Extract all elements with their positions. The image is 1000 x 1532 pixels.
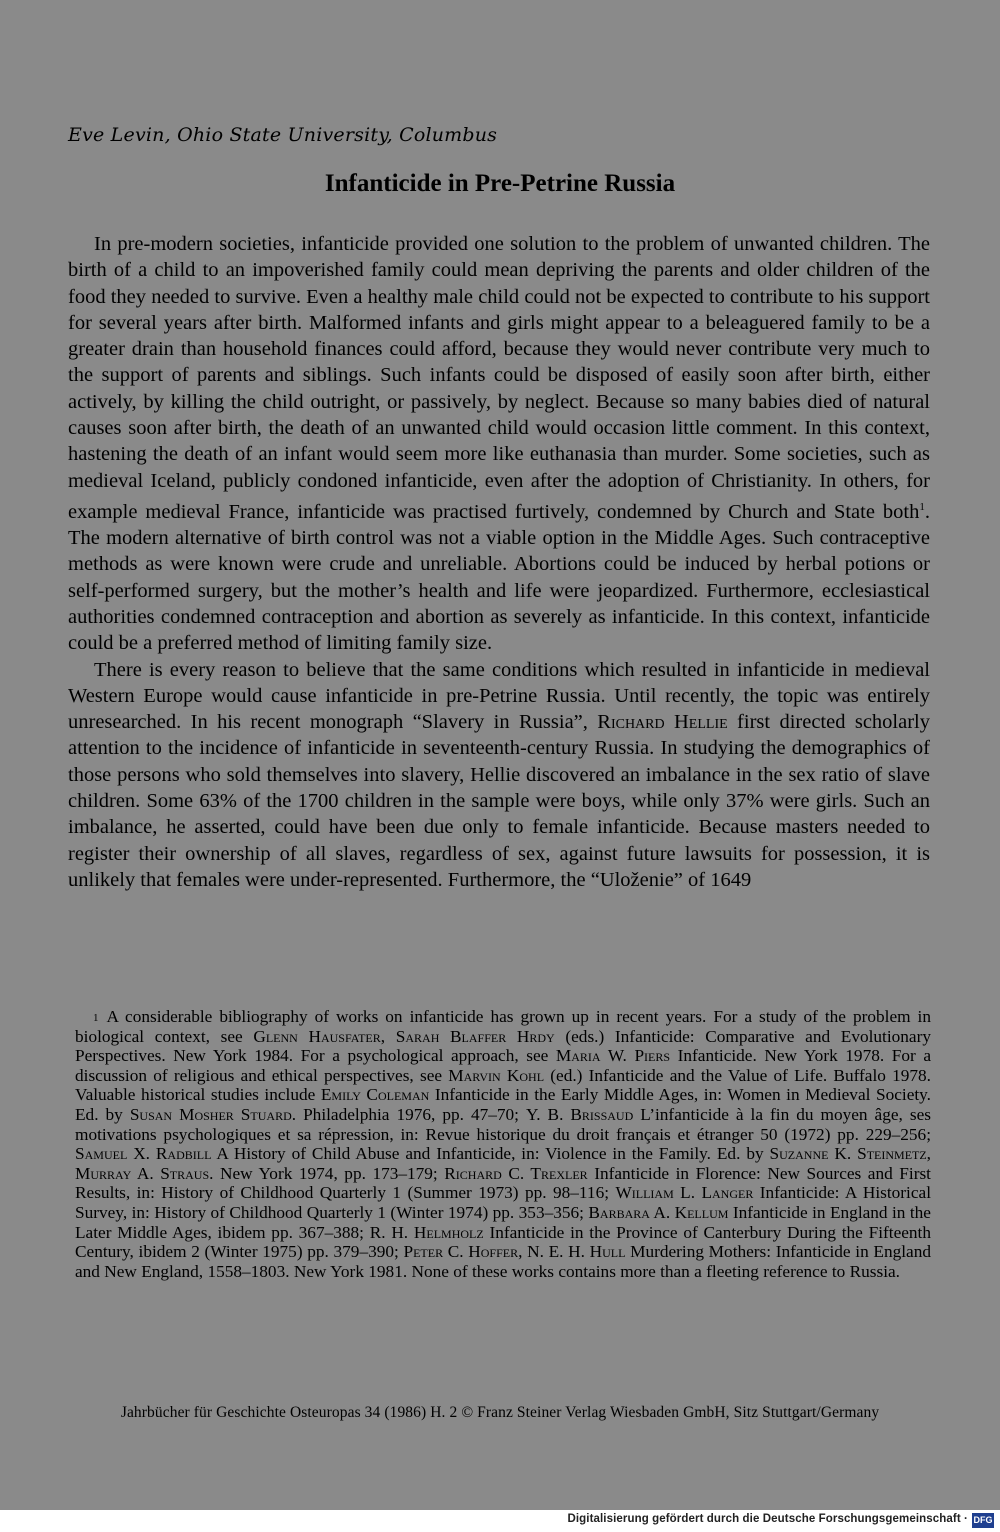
footnote-cited-author: Richard C. Trexler (444, 1163, 588, 1183)
footnote-cited-author: Emily Coleman (320, 1085, 430, 1105)
footnote-cited-author: Barbara A. Kellum (588, 1202, 729, 1222)
paragraph-1 (68, 231, 930, 657)
footnote-cited-author: Samuel X. Radbill (75, 1144, 212, 1164)
footnote-segment: Infanticide. New York 1978. For a discussion of religious and ethical perspectives, see (75, 1046, 931, 1085)
footnote-cited-author: Marvin Kohl (448, 1065, 545, 1085)
article-title: Infanticide in Pre-Petrine Russia (324, 170, 676, 197)
footnote-segment: . Philadelphia 1976, pp. 47–70; (291, 1104, 526, 1124)
footnote-cited-author: Susan Mosher Stuard (129, 1104, 292, 1124)
footnote-segment: A considerable bibliography of works on infanticide has grown up in recent years. For a study of the problem in biological context, see (75, 1007, 931, 1046)
author-line: Eve Levin, Ohio State University, Columbus (68, 124, 498, 146)
footnote-segment: Infanticide: A Historical Survey, in: History of Childhood Quarterly 1 (Winter 1974) pp. 353–356; (75, 1183, 931, 1222)
digitization-banner (0, 1510, 1000, 1532)
paragraph-2-author-name: Richard Hellie (597, 711, 728, 734)
paragraph-2 (68, 657, 930, 894)
footnote-cited-author: Y. B. Brissaud (525, 1104, 634, 1124)
paragraph-2-text-a: There is every reason to believe that the same conditions which resulted in infanticide in medieval Western Europe would cause infanticide in pre-Petrine Russia. Until recently, the topic was entirely unresearched. In his recent monograph “Slavery in Russia”, (68, 658, 930, 734)
footnote-segment: L’infanticide à la fin du moyen âge, ses motivations psychologiques et sa répression, in: Revue historique du droit français et étranger 50 (1972) pp. 229–256; (75, 1104, 931, 1144)
footnote-segment: (eds.) Infanticide: Comparative and Evolutionary Perspectives. New York 1984. For a psychological approach, see (75, 1026, 931, 1066)
footnote-segment: Murdering Mothers: Infanticide in England and New England, 1558–1803. New York 1981. None of these works contains more than a fleeting reference to Russia. (75, 1242, 931, 1281)
footnote-1 (75, 1007, 931, 1281)
footnote-reference[interactable]: 1 (919, 500, 925, 513)
footnote-text (75, 1007, 931, 1281)
paragraph-2-text-b: first directed scholarly attention to the incidence of infanticide in seventeenth-century Russia. In studying the demographics of those persons who sold themselves into slavery, Hellie discovered an imbalance in the sex ratio of slave children. Some 63% of the 1700 children in the sample were boys, while only 37% were girls. Such an imbalance, he asserted, could have been due only to female infanticide. Because masters needed to register their ownership of all slaves, regardless of sex, against future lawsuits for possession, it is unlikely that females were under-represented. Furthermore, the “Uloženie” of 1649 (68, 711, 930, 891)
footnote-segment: . New York 1974, pp. 173–179; (209, 1163, 445, 1183)
footnote-segment: Infanticide in the Province of Canterbury During the Fifteenth Century, ibidem 2 (Winter 1975) pp. 379–390; (75, 1222, 931, 1262)
footnote-cited-author: William L. Langer (615, 1183, 754, 1203)
footnote-segment: Infanticide in Florence: New Sources and First Results, in: History of Childhood Quarterly 1 (Summer 1973) pp. 98–116; (75, 1163, 931, 1203)
footnote-cited-author: R. H. Helmholz (369, 1222, 484, 1242)
footnote-cited-author: Maria W. Piers (555, 1046, 671, 1066)
footnote-segment: (ed.) Infanticide and the Value of Life. Buffalo 1978. Valuable historical studies include (75, 1065, 932, 1105)
paragraph-1-rest: . The modern alternative of birth control was not a viable option in the Middle Ages. Such contraceptive methods as were known were crude and unreliable. Abortions could be induced by herbal potions or self-performed surgery, but the mother’s health and life were jeopardized. Furthermore, ecclesiastical authorities condemned contraception and abortion as severely as infanticide. In this context, infanticide could be a preferred method of limiting family size. (68, 500, 930, 655)
article-body (68, 231, 930, 893)
footnote-segment: A History of Child Abuse and Infanticide, in: Violence in the Family. Ed. by (211, 1144, 770, 1164)
footnote-cited-author: Suzanne K. Steinmetz, Murray A. Straus (75, 1144, 931, 1183)
footnote-cited-author: Glenn Hausfater, Sarah Blaffer Hrdy (253, 1026, 555, 1046)
footnote-segment: Infanticide in the Early Middle Ages, in: Women in Medieval Society. Ed. by (75, 1085, 931, 1124)
journal-citation: Jahrbücher für Geschichte Osteuropas 34 (1986) H. 2 © Franz Steiner Verlag Wiesbaden GmbH, Sitz Stuttgart/Germany (120, 1404, 880, 1421)
footnote-cited-author: Peter C. Hoffer, N. E. H. Hull (403, 1242, 626, 1262)
dfg-logo-icon[interactable]: DFG (972, 1513, 994, 1528)
digitization-notice: Digitalisierung gefördert durch die Deutsche Forschungsgemeinschaft · (567, 1513, 968, 1525)
footnote-mark: 1 (93, 1012, 99, 1024)
footnote-segment: Infanticide in England in the Later Middle Ages, ibidem pp. 367–388; (75, 1202, 931, 1242)
paragraph-1-text: In pre-modern societies, infanticide provided one solution to the problem of unwanted children. The birth of a child to an impoverished family could mean depriving the parents and older children of the food they needed to survive. Even a healthy male child could not be expected to contribute to his support for several years after birth. Malformed infants and girls might appear to a beleaguered family to be a greater drain than household finances could afford, because they would never contribute very much to the support of parents and siblings. Such infants could be disposed of easily soon after birth, either actively, by killing the child outright, or passively, by neglect. Because so many babies died of natural causes soon after birth, the death of an unwanted child would occasion little comment. In this context, hastening the death of an infant would seem more like euthanasia than murder. Some societies, such as medieval Iceland, publicly condoned infanticide, even after the adoption of Christianity. In others, for example medieval France, infanticide was practised furtively, condemned by Church and State both (68, 233, 930, 523)
